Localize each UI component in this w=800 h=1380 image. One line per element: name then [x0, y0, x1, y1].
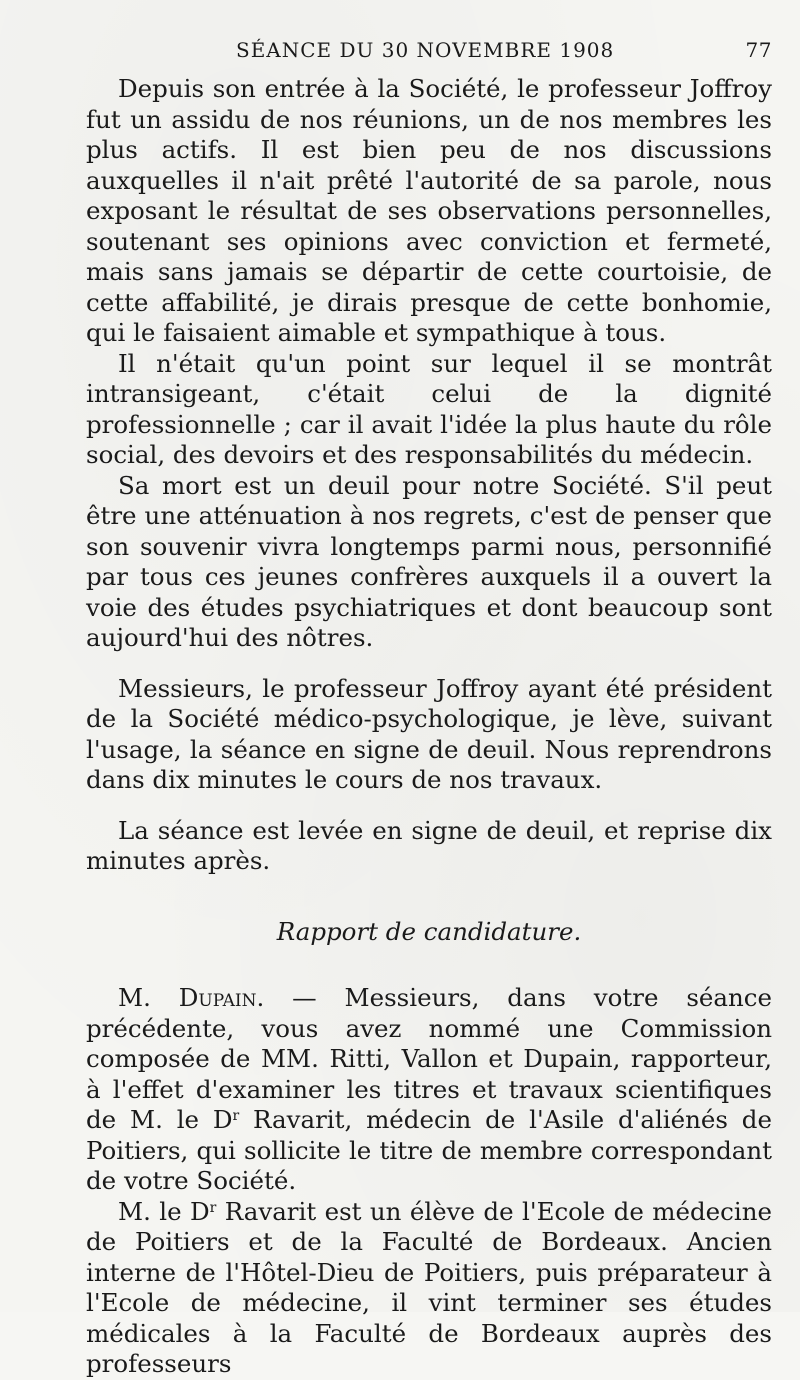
paragraph: Sa mort est un deuil pour notre Société. S'il peut être une atténuation à nos regrets, c'est de penser que son souvenir vivra longtemps parmi nous, personnifié par tous ces jeunes confrères auxquels il a ouvert la voie des études psychiatriques et dont beaucoup sont aujourd'hui des nôtres.: [86, 470, 772, 652]
paragraph: Il n'était qu'un point sur lequel il se montrât intransigeant, c'était celui de la dignité professionnelle ; car il avait l'idée la plus haute du rôle social, des devoirs et des responsabilités du médecin.: [86, 348, 772, 469]
body-text: [86, 74, 772, 1380]
dr-superscript: r: [232, 1108, 240, 1124]
speaker-prefix: M.: [118, 983, 179, 1012]
report-text: Ravarit, médecin de l'Asile d'aliénés de Poitiers, qui sollicite le titre de membre correspondant de votre Société.: [86, 1105, 772, 1195]
paragraph: La séance est levée en signe de deuil, et reprise dix minutes après.: [86, 815, 772, 875]
report-paragraph: [86, 983, 772, 1197]
report-text: Messieurs, dans votre séance précédente, vous avez nommé une Commission composée de MM. Ritti, Vallon et Dupain, rapporteur, à l'effet d'examiner les titres et travaux scientifiques de M. le D: [86, 983, 772, 1134]
report-paragraph: [86, 1197, 772, 1380]
report-text: Ravarit est un élève de l'Ecole de médecine de Poitiers et de la Faculté de Bordeaux. Ancien interne de l'Hôtel-Dieu de Poitiers, puis préparateur à l'Ecole de médecine, il vint terminer ses études médicales à la Faculté de Bordeaux auprès des professeurs: [86, 1196, 772, 1378]
dr-superscript: r: [209, 1199, 217, 1216]
speaker-suffix: . —: [256, 983, 345, 1012]
paragraph: Depuis son entrée à la Société, le professeur Joffroy fut un assidu de nos réunions, un de nos membres les plus actifs. Il est bien peu de nos discussions auxquelles il n'ait prêté l'autorité de sa parole, nous exposant le résultat de ses observations personnelles, soutenant ses opinions avec conviction et fermeté, mais sans jamais se départir de cette courtoisie, de cette affabilité, je dirais presque de cette bonhomie, qui le faisaient aimable et sympathique à tous.: [86, 74, 772, 347]
report-text: M. le D: [118, 1196, 210, 1226]
speaker-name: Dupain: [178, 983, 257, 1012]
paragraph: Messieurs, le professeur Joffroy ayant été président de la Société médico-psychologique, je lève, suivant l'usage, la séance en signe de deuil. Nous reprendrons dans dix minutes le cours de nos travaux.: [86, 673, 772, 794]
running-head: [86, 38, 772, 74]
running-title: SÉANCE DU 30 NOVEMBRE 1908: [236, 38, 615, 62]
section-heading: Rapport de candidature.: [276, 916, 582, 946]
page-number: 77: [745, 38, 772, 62]
